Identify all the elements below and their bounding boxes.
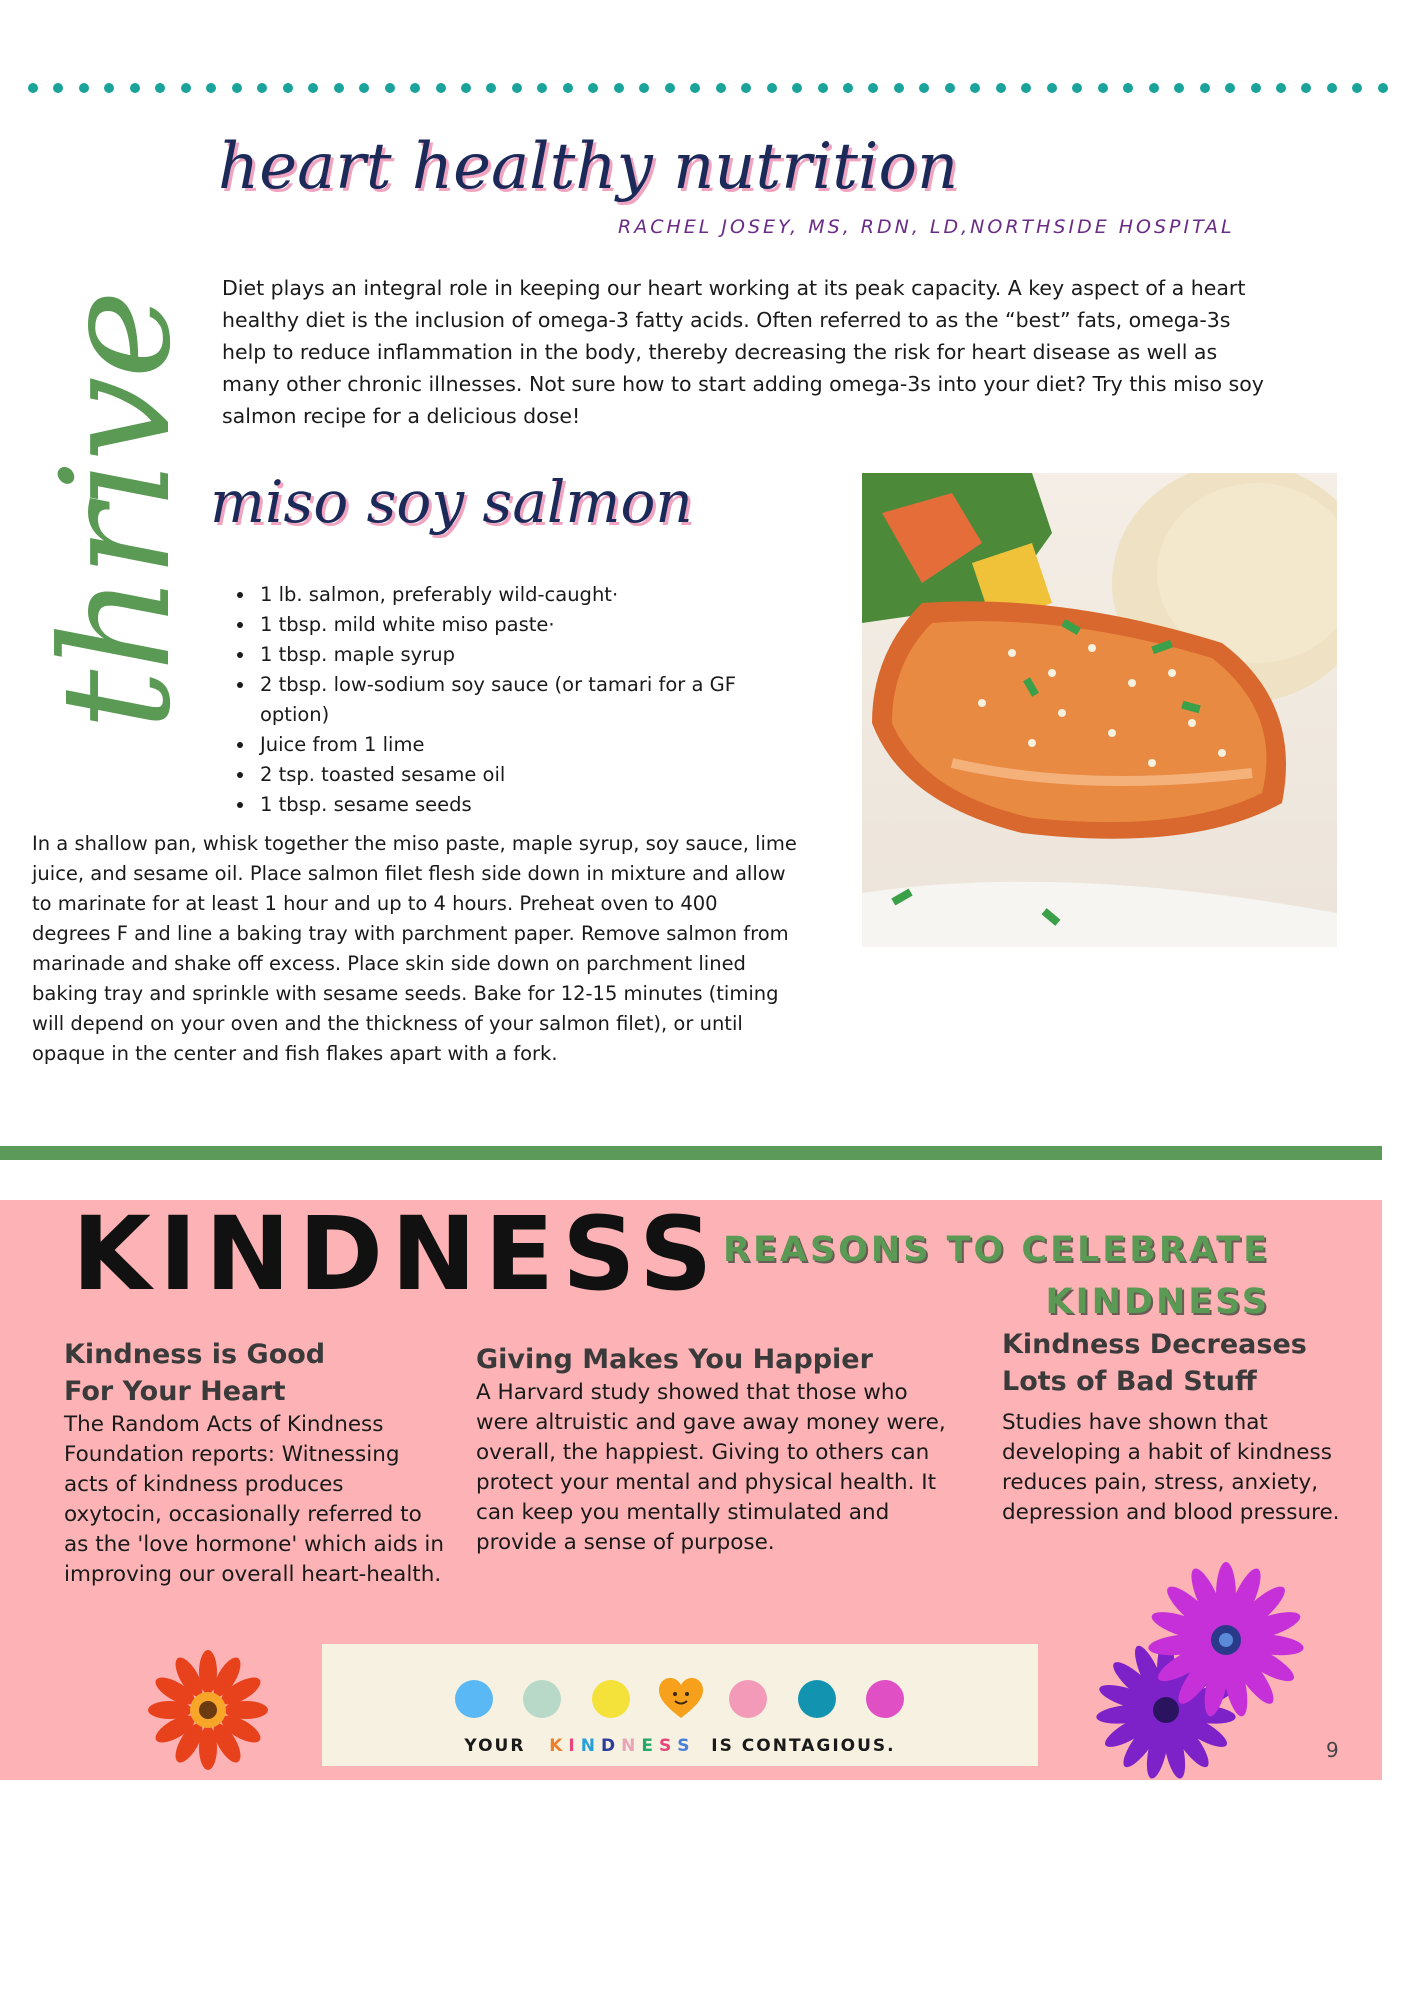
kindness-title: KINDNESS bbox=[72, 1195, 721, 1314]
divider-dot bbox=[970, 83, 980, 93]
divider-dot bbox=[130, 83, 140, 93]
column-body: The Random Acts of Kindness Foundation reports: Witnessing acts of kindness produces oxytocin, occasionally referred to as the 'love hormone' which aids in improving our overall heart-health. bbox=[64, 1412, 444, 1587]
color-dot bbox=[798, 1680, 836, 1718]
kindness-column-heart bbox=[64, 1336, 444, 1590]
column-body: A Harvard study showed that those who were altruistic and gave away money were, overall, the happiest. Giving to others can protect your mental and physical health. It can keep you mentally stimulated and provide a sense of purpose. bbox=[476, 1380, 946, 1555]
divider-dot bbox=[410, 83, 420, 93]
divider-dot bbox=[232, 83, 242, 93]
kindness-column-giving bbox=[476, 1341, 966, 1558]
salmon-dish-illustration bbox=[862, 473, 1337, 947]
divider-dot bbox=[1072, 83, 1082, 93]
divider-dot bbox=[257, 83, 267, 93]
list-item: • 1 tbsp. maple syrup bbox=[256, 640, 796, 670]
divider-dot bbox=[1200, 83, 1210, 93]
color-dot bbox=[592, 1680, 630, 1718]
color-dot bbox=[523, 1680, 561, 1718]
divider-dot bbox=[639, 83, 649, 93]
divider-dot bbox=[945, 83, 955, 93]
column-heading-line1: Kindness is Good bbox=[64, 1339, 326, 1370]
recipe-title: miso soy salmon bbox=[210, 468, 693, 536]
color-dot bbox=[866, 1680, 904, 1718]
banner-suffix: IS CONTAGIOUS. bbox=[711, 1736, 896, 1756]
color-dot bbox=[455, 1680, 493, 1718]
kindness-subtitle-line2: KINDNESS bbox=[1045, 1282, 1270, 1322]
divider-dot bbox=[181, 83, 191, 93]
divider-dot bbox=[741, 83, 751, 93]
divider-dot bbox=[1378, 83, 1388, 93]
divider-dot bbox=[818, 83, 828, 93]
divider-dot bbox=[155, 83, 165, 93]
divider-dot bbox=[1149, 83, 1159, 93]
divider-dot bbox=[79, 83, 89, 93]
banner-letter: E bbox=[641, 1736, 659, 1756]
divider-dot bbox=[461, 83, 471, 93]
divider-dot bbox=[359, 83, 369, 93]
divider-dot bbox=[792, 83, 802, 93]
kindness-contagious-banner bbox=[322, 1644, 1038, 1766]
color-dot bbox=[729, 1680, 767, 1718]
column-heading bbox=[1002, 1326, 1347, 1400]
salmon-photo bbox=[862, 473, 1337, 947]
purple-daisy-flowers-icon bbox=[1086, 1560, 1316, 1790]
divider-dot bbox=[868, 83, 878, 93]
divider-dot bbox=[436, 83, 446, 93]
banner-letter: S bbox=[658, 1736, 678, 1756]
divider-dot bbox=[512, 83, 522, 93]
banner-letter: D bbox=[600, 1736, 622, 1756]
column-body: Studies have shown that developing a habit of kindness reduces pain, stress, anxiety, depression and blood pressure. bbox=[1002, 1410, 1340, 1525]
banner-letter: K bbox=[549, 1736, 569, 1756]
column-heading: Giving Makes You Happier bbox=[476, 1344, 873, 1375]
divider-dot bbox=[537, 83, 547, 93]
banner-text bbox=[322, 1736, 1038, 1756]
divider-dot bbox=[206, 83, 216, 93]
banner-letter: N bbox=[580, 1736, 601, 1756]
divider-dot bbox=[1276, 83, 1286, 93]
divider-dot bbox=[486, 83, 496, 93]
divider-dot bbox=[1021, 83, 1031, 93]
divider-dot bbox=[28, 83, 38, 93]
divider-dot bbox=[767, 83, 777, 93]
banner-kindness-word bbox=[549, 1736, 695, 1756]
divider-dot bbox=[1098, 83, 1108, 93]
recipe-method: In a shallow pan, whisk together the miso paste, maple syrup, soy sauce, lime juice, and sesame oil. Place salmon filet flesh side down in mixture and allow to marinate for at least 1 hour and up to 4 hours. Preheat oven to 400 degrees F and line a baking tray with parchment paper. Remove salmon from marinade and shake off excess. Place skin side down on parchment lined baking tray and sprinkle with sesame seeds. Bake for 12-15 minutes (timing will depend on your oven and the thickness of your salmon filet), or until opaque in the center and fish flakes apart with a fork. bbox=[32, 832, 797, 1065]
column-heading-line2: Lots of Bad Stuff bbox=[1002, 1366, 1257, 1397]
article-byline: RACHEL JOSEY, MS, RDN, LD,NORTHSIDE HOSPITAL bbox=[618, 216, 1235, 238]
section-divider bbox=[0, 1146, 1382, 1160]
divider-dot bbox=[1047, 83, 1057, 93]
list-item: • 1 tbsp. mild white miso paste· bbox=[256, 610, 796, 640]
divider-dot bbox=[1251, 83, 1261, 93]
divider-dot bbox=[665, 83, 675, 93]
divider-dot bbox=[283, 83, 293, 93]
divider-dot bbox=[53, 83, 63, 93]
column-heading bbox=[64, 1336, 444, 1410]
ingredients-list bbox=[236, 580, 796, 820]
kindness-subtitle-line1: REASONS TO CELEBRATE bbox=[723, 1230, 1270, 1270]
divider-dot bbox=[919, 83, 929, 93]
banner-letter: S bbox=[677, 1736, 696, 1756]
column-heading-line1: Kindness Decreases bbox=[1002, 1329, 1307, 1360]
page-number: 9 bbox=[1326, 1738, 1339, 1762]
banner-prefix: YOUR bbox=[464, 1736, 526, 1756]
divider-dot bbox=[1123, 83, 1133, 93]
banner-letter: I bbox=[568, 1736, 581, 1756]
list-item: • Juice from 1 lime bbox=[256, 730, 796, 760]
divider-dot bbox=[1174, 83, 1184, 93]
smiling-heart-icon bbox=[659, 1678, 703, 1720]
divider-dot bbox=[716, 83, 726, 93]
banner-letter: N bbox=[621, 1736, 642, 1756]
divider-dot bbox=[894, 83, 904, 93]
divider-dot bbox=[334, 83, 344, 93]
divider-dot bbox=[1301, 83, 1311, 93]
divider-dot bbox=[996, 83, 1006, 93]
divider-dot bbox=[1352, 83, 1362, 93]
thrive-side-title: thrive bbox=[30, 291, 204, 730]
article-intro: Diet plays an integral role in keeping our heart working at its peak capacity. A key aspect of a heart healthy diet is the inclusion of omega-3 fatty acids. Often referred to as the “best” fats, omega-3s help to reduce inflammation in the body, thereby decreasing the risk for heart disease as well as many other chronic illnesses. Not sure how to start adding omega-3s into your diet? Try this miso soy salmon recipe for a delicious dose! bbox=[222, 276, 1264, 428]
divider-dot bbox=[385, 83, 395, 93]
divider-dot bbox=[843, 83, 853, 93]
divider-dot bbox=[588, 83, 598, 93]
article-title: heart healthy nutrition bbox=[218, 130, 959, 204]
divider-dot bbox=[614, 83, 624, 93]
orange-gerbera-flower-icon bbox=[148, 1650, 268, 1770]
divider-dot bbox=[690, 83, 700, 93]
list-item: • 1 lb. salmon, preferably wild-caught· bbox=[256, 580, 796, 610]
kindness-column-decreases bbox=[1002, 1326, 1347, 1528]
divider-dot bbox=[104, 83, 114, 93]
column-heading-line2: For Your Heart bbox=[64, 1376, 286, 1407]
kindness-subtitle bbox=[700, 1224, 1270, 1328]
divider-dot bbox=[1327, 83, 1337, 93]
list-item: • 2 tbsp. low-sodium soy sauce (or tamari for a GF option) bbox=[256, 670, 796, 730]
divider-dot bbox=[1225, 83, 1235, 93]
teal-dotted-divider bbox=[28, 82, 1388, 94]
divider-dot bbox=[308, 83, 318, 93]
list-item: • 2 tsp. toasted sesame oil bbox=[256, 760, 796, 790]
list-item: • 1 tbsp. sesame seeds bbox=[256, 790, 796, 820]
divider-dot bbox=[563, 83, 573, 93]
